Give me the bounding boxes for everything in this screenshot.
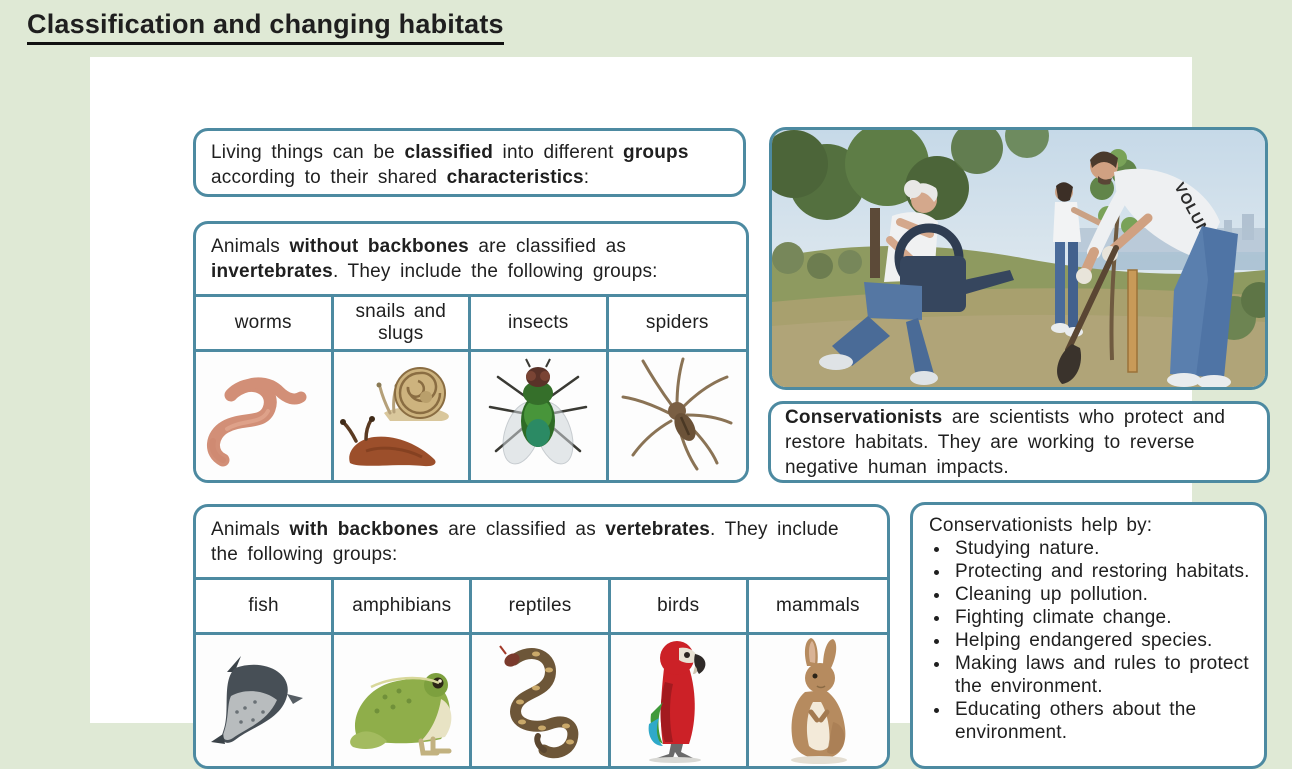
fly-cell (471, 349, 609, 480)
intro-text: Living things can be classified into different groups according to their shared characteristics: (211, 142, 689, 188)
volunteers-planting-tree-photo (772, 130, 1265, 387)
snail-and-slug-cell (334, 349, 472, 480)
vertebrates-box (193, 504, 890, 769)
column-header-snails-and-slugs: snails and slugs (334, 297, 472, 349)
conservationists-help-box (910, 502, 1267, 769)
column-header-fish: fish (196, 580, 334, 632)
help-bullet: • Cleaning up pollution. (951, 583, 1252, 606)
fly-image (478, 355, 598, 477)
conservationists-text: Conservationists are scientists who protect and restore habitats. They are working to reverse negative human impacts. (785, 406, 1226, 478)
help-bullet: • Making laws and rules to protect the environment. (951, 652, 1252, 698)
invertebrates-box (193, 221, 749, 483)
fish-image (201, 638, 326, 763)
invertebrates-text: Animals without backbones are classified as invertebrates. They include the following groups: (211, 236, 658, 282)
conservationists-box (768, 401, 1270, 483)
parrot-cell (611, 632, 749, 766)
parrot-image (621, 636, 736, 766)
volunteers-photo (769, 127, 1268, 390)
column-header-worms: worms (196, 297, 334, 349)
help-box-list (951, 537, 1252, 744)
invertebrates-table (196, 294, 746, 480)
column-header-amphibians: amphibians (334, 580, 472, 632)
fish-cell (196, 632, 334, 766)
worm-image (201, 357, 326, 475)
rabbit-cell (749, 632, 887, 766)
worm-cell (196, 349, 334, 480)
column-header-spiders: spiders (645, 312, 709, 333)
frog-image (337, 641, 467, 761)
column-header-mammals: mammals (776, 595, 860, 616)
rabbit-image (765, 636, 870, 766)
help-bullet: • Protecting and restoring habitats. (951, 560, 1252, 583)
snail-and-slug-image (336, 355, 466, 477)
help-bullet: • Helping endangered species. (951, 629, 1252, 652)
help-box-heading: Conservationists help by: (929, 515, 1153, 536)
column-header-reptiles: reptiles (472, 580, 610, 632)
intro-box (193, 128, 746, 197)
page-title: Classification and changing habitats (27, 9, 504, 45)
help-bullet: • Fighting climate change. (951, 606, 1252, 629)
spider-cell (609, 349, 747, 480)
help-bullet: • Educating others about the environment. (951, 698, 1252, 744)
vertebrates-table (196, 577, 887, 766)
snake-cell (472, 632, 610, 766)
content-panel (90, 57, 1250, 743)
help-bullet: • Studying nature. (951, 537, 1252, 560)
vertebrates-text: Animals with backbones are classified as vertebrates. They include the following groups: (211, 519, 839, 565)
frog-cell (334, 632, 472, 766)
spider-image (617, 355, 737, 477)
snake-image (480, 638, 600, 763)
column-header-insects: insects (471, 297, 609, 349)
column-header-birds: birds (611, 580, 749, 632)
